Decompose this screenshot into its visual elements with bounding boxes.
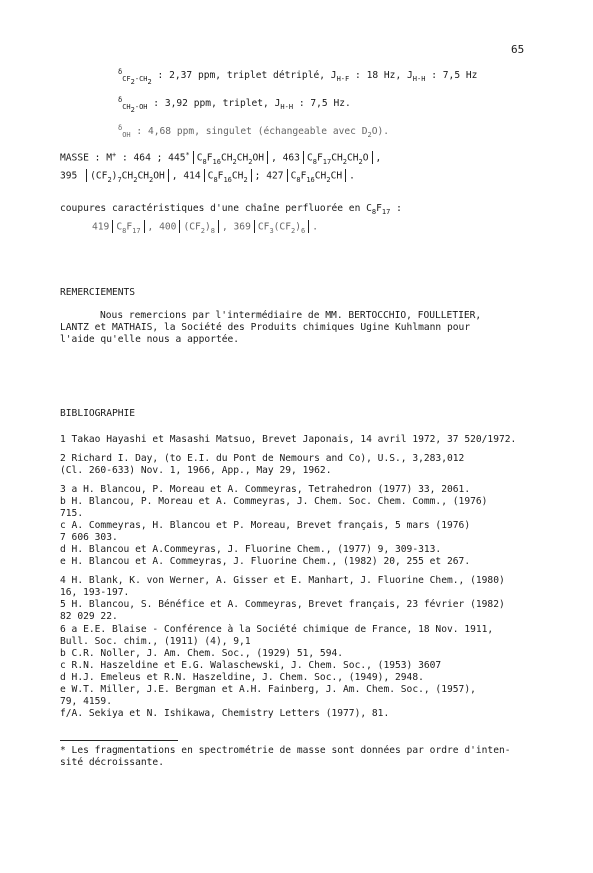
nmr-line-cf2ch2: $^\delta_{CF2-CH2}$ : 2,37 ppm, triplet détriplé, $J_{H-F}$ : 18 Hz, $J_{H-H}$ : 7,5 Hz: [118, 68, 478, 86]
ref-2: 2 Richard I. Day, (to E.I. du Pont de Nemours and Co), U.S., 3,283,012: [60, 453, 465, 464]
footnote-line-2: sité décroissante.: [60, 757, 164, 768]
coupures-values: 419 $C_8F_{17}$ , 400 $(CF_2)_8$ , 369 $CF_3(CF_2)_6$ .: [92, 221, 318, 235]
remerciements-line-2: LANTZ et MATHAIS, la Société des Produits chimiques Ugine Kuhlmann pour: [60, 322, 471, 333]
ref-6a: 6 a E.E. Blaise - Conférence à la Société chimique de France, 18 Nov. 1911,: [60, 624, 494, 635]
ref-6c: c R.N. Haszeldine et E.G. Walaschewski, J. Chem. Soc., (1953) 3607: [60, 660, 442, 671]
ref-3b-cont: 715.: [60, 508, 84, 519]
ref-3a: 3 a H. Blancou, P. Moreau et A. Commeyras, Tetrahedron (1977) 33, 2061.: [60, 484, 471, 495]
bibliographie-heading: BIBLIOGRAPHIE: [60, 408, 136, 419]
remerciements-line-1: Nous remercions par l'intermédiaire de MM. BERTOCCHIO, FOULLETIER,: [100, 310, 482, 321]
nmr-line-ch2oh: $^\delta_{CH2-OH}$ : 3,92 ppm, triplet, $J_{H-H}$ : 7,5 Hz.: [118, 96, 351, 114]
nmr-line-oh: $^\delta_{OH}$ : 4,68 ppm, singulet (échangeable avec $D_2O$).: [118, 124, 390, 139]
page-number: 65: [511, 43, 525, 56]
ref-4-cont: 16, 193-197.: [60, 587, 130, 598]
ref-6b: b C.R. Noller, J. Am. Chem. Soc., (1929) 51, 594.: [60, 648, 344, 659]
ref-3c: c A. Commeyras, H. Blancou et P. Moreau, Brevet français, 5 mars (1976): [60, 520, 471, 531]
ref-6d: d H.J. Emeleus et R.N. Haszeldine, J. Chem. Soc., (1949), 2948.: [60, 672, 424, 683]
footnote-rule: [60, 740, 178, 741]
mass-line-1: MASSE : M+ : 464 ; 445* $C_8F_{16}CH_2CH_2OH$ , 463 $C_8F_{17}CH_2CH_2O$ ,: [60, 150, 382, 166]
ref-6e-cont: 79, 4159.: [60, 696, 112, 707]
ref-4: 4 H. Blank, K. von Werner, A. Gisser et E. Manhart, J. Fluorine Chem., (1980): [60, 575, 505, 586]
ref-5: 5 H. Blancou, S. Bénéfice et A. Commeyras, Brevet français, 23 février (1982): [60, 599, 505, 610]
remerciements-line-3: l'aide qu'elle nous a apportée.: [60, 334, 240, 345]
ref-2-cont: (Cl. 260-633) Nov. 1, 1966, App., May 29, 1962.: [60, 465, 332, 476]
ref-5-cont: 82 029 22.: [60, 611, 118, 622]
remerciements-heading: REMERCIEMENTS: [60, 287, 136, 298]
footnote-line-1: * Les fragmentations en spectrométrie de masse sont données par ordre d'inten-: [60, 745, 511, 756]
ref-6f: f/A. Sekiya et N. Ishikawa, Chemistry Letters (1977), 81.: [60, 708, 390, 719]
ref-3d: d H. Blancou et A.Commeyras, J. Fluorine Chem., (1977) 9, 309-313.: [60, 544, 442, 555]
mass-line-2: 395 $(CF_2)_7CH_2CH_2OH$ , 414 $C_8F_{16}CH_2$ ; 427 $C_8F_{16}CH_2CH$ .: [60, 170, 355, 184]
ref-3c-cont: 7 606 303.: [60, 532, 118, 543]
ref-6e: e W.T. Miller, J.E. Bergman et A.H. Fainberg, J. Am. Chem. Soc., (1957),: [60, 684, 476, 695]
ref-1: 1 Takao Hayashi et Masashi Matsuo, Brevet Japonais, 14 avril 1972, 37 520/1972.: [60, 434, 517, 445]
coupures-line: coupures caractéristiques d'une chaîne perfluorée en $C_8F_{17}$ :: [60, 203, 402, 216]
ref-3b: b H. Blancou, P. Moreau et A. Commeyras, J. Chem. Soc. Chem. Comm., (1976): [60, 496, 488, 507]
ref-6a-cont: Bull. Soc. chim., (1911) (4), 9,1: [60, 636, 251, 647]
ref-3e: e H. Blancou et A. Commeyras, J. Fluorine Chem., (1982) 20, 255 et 267.: [60, 556, 471, 567]
